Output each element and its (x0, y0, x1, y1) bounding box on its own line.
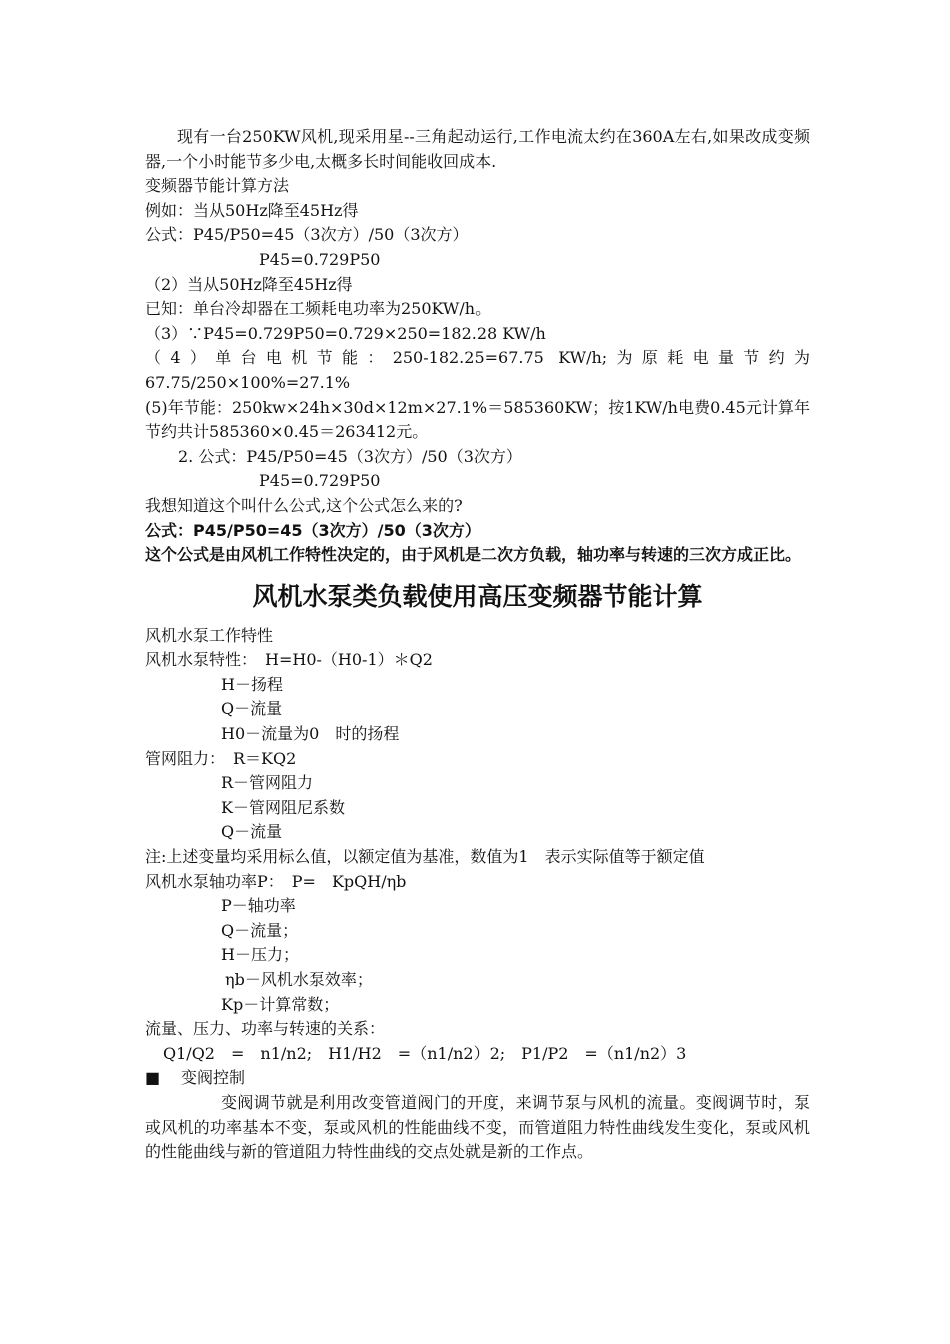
power-def-q: Q－流量； (221, 920, 299, 940)
relation-heading: 流量、压力、功率与转速的关系： (145, 1019, 386, 1039)
step-3: （3）∵P45=0.729P50=0.729×250=182.28 KW/h (145, 323, 546, 343)
char-def-h0: H0－流量为0 时的扬程 (221, 724, 400, 744)
formula-line: 公式：P45/P50=45（3次方）/50（3次方） (145, 225, 469, 245)
point-2-result: P45=0.729P50 (259, 471, 381, 491)
valve-heading: 变阀控制 (181, 1068, 246, 1088)
step-5: (5)年节能：250kw×24h×30d×12m×27.1%＝585360KW；按1KW/h电费0.45元计算年节约共计585360×0.45＝263412元。 (145, 397, 810, 442)
valve-heading-line (145, 1066, 810, 1091)
step-2: （2）当从50Hz降至45Hz得 (145, 274, 353, 294)
example-line: 例如：当从50Hz降至45Hz得 (145, 200, 359, 220)
ask-line: 我想知道这个叫什么公式,这个公式怎么来的? (145, 495, 463, 515)
characteristics-heading: 风机水泵工作特性 (145, 625, 274, 645)
char-def-q: Q－流量 (221, 699, 283, 719)
power-def-h: H－压力； (221, 945, 299, 965)
answer-text: 这个公式是由风机工作特性决定的，由于风机是二次方负载，轴功率与转速的三次方成正比。 (145, 545, 802, 565)
net-def-q: Q－流量 (221, 822, 283, 842)
power-def-p: P－轴功率 (221, 896, 296, 916)
power-formula: 风机水泵轴功率P： P= KpQH/ηb (145, 871, 407, 891)
char-def-h: H－扬程 (221, 674, 283, 694)
power-def-eta: ηb－风机水泵效率； (225, 970, 373, 989)
method-title: 变频器节能计算方法 (145, 176, 290, 196)
net-def-k: K－管网阻尼系数 (221, 797, 345, 817)
formula-result: P45=0.729P50 (259, 249, 381, 269)
known-line: 已知：单台冷却器在工频耗电功率为250KW/h。 (145, 299, 492, 319)
relation-formula: Q1/Q2 = n1/n2; H1/H2 =（n1/n2）2; P1/P2 =（n1/n2）3 (163, 1043, 687, 1063)
intro-question: 现有一台250KW风机,现采用星--三角起动运行,工作电流太约在360A左右,如果改成变频器,一个小时能节多少电,太概多长时间能收回成本. (145, 127, 810, 171)
power-def-kp: Kp－计算常数； (221, 994, 340, 1014)
step-4-line-2: 67.75/250×100%=27.1% (145, 372, 351, 392)
answer-formula: 公式：P45/P50=45（3次方）/50（3次方） (145, 520, 481, 540)
network-formula: 管网阻力： R＝KQ2 (145, 748, 297, 768)
note-line: 注:上述变量均采用标么值，以额定值为基准，数值为1 表示实际值等于额定值 (145, 847, 705, 867)
characteristics-formula: 风机水泵特性： H=H0-（H0-1）＊Q2 (145, 650, 433, 670)
square-bullet-icon: ■ (145, 1068, 161, 1088)
document-body (145, 125, 810, 1165)
point-2-formula: 2. 公式：P45/P50=45（3次方）/50（3次方） (178, 446, 522, 466)
valve-text: 变阀调节就是利用改变管道阀门的开度，来调节泵与风机的流量。变阀调节时，泵或风机的功率基本不变，泵或风机的性能曲线不变，而管道阻力特性曲线发生变化，泵或风机的性能曲线与新的管道阻力特性曲线的交点处就是新的工作点。 (145, 1092, 810, 1162)
step-4-line-1: （4）单台电机节能：250-182.25=67.75 KW/h;为原耗电量节约为 (145, 348, 810, 368)
net-def-r: R－管网阻力 (221, 773, 314, 793)
section-title: 风机水泵类负载使用高压变频器节能计算 (252, 581, 703, 611)
